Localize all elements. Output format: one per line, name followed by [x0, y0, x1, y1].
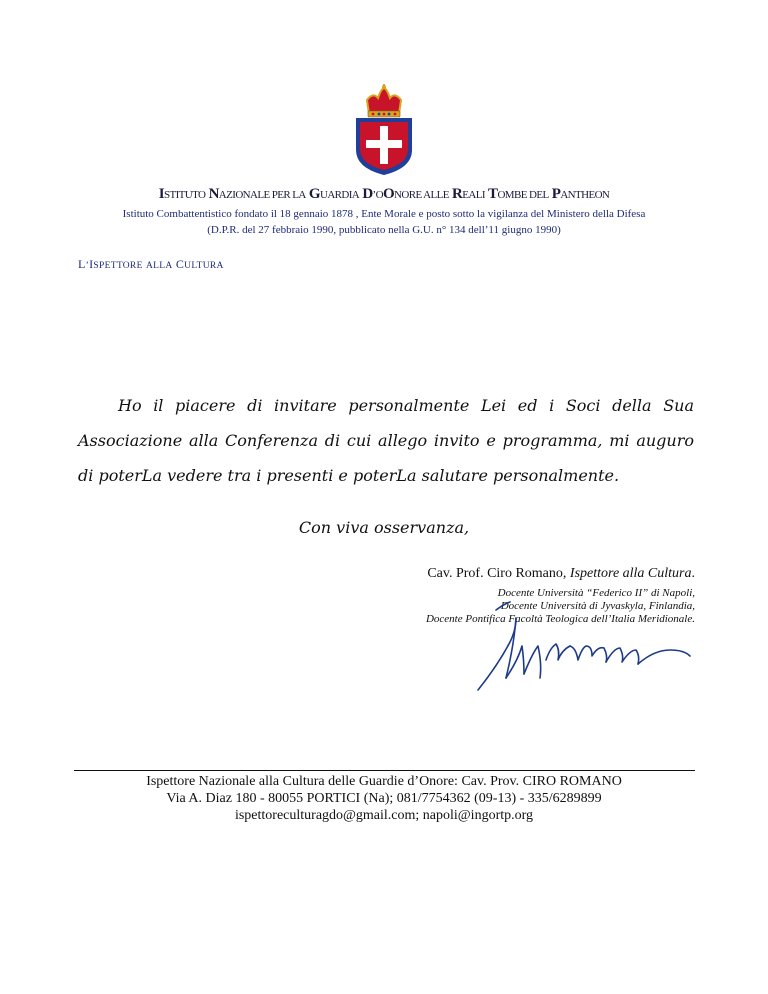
- signatory-role-2: Docente Università di Jyvaskyla, Finlandia,: [500, 600, 695, 612]
- office-letter: E: [104, 261, 111, 271]
- title-smallcaps: STITUTO: [163, 189, 206, 201]
- office-letter: O: [122, 261, 130, 271]
- title-smallcaps: ’O: [372, 189, 383, 201]
- office-letter: R: [129, 261, 137, 271]
- title-smallcaps: ANTHEON: [560, 189, 610, 201]
- office-letter: L: [153, 261, 160, 271]
- office-letter: C: [175, 257, 185, 271]
- office-letter: A: [165, 261, 173, 271]
- signatory-title: Ispettore alla Cultura: [569, 566, 692, 581]
- signatory-role-3: Docente Pontifica Facoltà Teologica dell’Italia Meridionale.: [425, 613, 695, 625]
- footer-divider: [74, 770, 695, 771]
- letter-closing: Con viva osservanza,: [298, 518, 470, 537]
- title-initial: D: [362, 186, 373, 202]
- office-letter: R: [209, 261, 217, 271]
- letter-body: Ho il piacere di invitare personalmente Lei ed i Soci della Sua Associazione alla Conferenza di cui allego invito e programma, mi auguro di poterLa vedere tra i presenti e poterLa salutare personalmente.: [78, 396, 694, 485]
- title-initial: R: [452, 186, 463, 202]
- title-smallcaps: OMBE DEL: [497, 189, 549, 201]
- signatory-name-text: Cav. Prof. Ciro Romano,: [427, 566, 570, 581]
- office-letter: P: [99, 261, 105, 271]
- institute-subtitle-line1: Istituto Combattentistico fondato il 18 gennaio 1878 , Ente Morale e posto sotto la vigilanza del Ministero della Difesa: [122, 208, 646, 220]
- title-initial: T: [488, 186, 498, 202]
- footer-line-1: Ispettore Nazionale alla Cultura delle Guardie d’Onore: Cav. Prov. CIRO ROMANO: [146, 774, 622, 789]
- crown-icon: [367, 84, 401, 117]
- office-letter: I: [89, 257, 94, 271]
- title-initial: I: [158, 186, 164, 202]
- office-letter: U: [184, 261, 192, 271]
- office-letter: L: [159, 261, 166, 271]
- title-initial: G: [308, 186, 320, 202]
- institute-title: [0, 186, 768, 203]
- title-smallcaps: UARDIA: [319, 189, 360, 201]
- signatory-name: [427, 566, 695, 582]
- footer-line-3: ispettoreculturagdo@gmail.com; napoli@ingortp.org: [234, 808, 534, 823]
- savoy-crest-icon: [351, 84, 417, 176]
- institute-subtitle-line2: (D.P.R. del 27 febbraio 1990, pubblicato nella G.U. n° 134 dell’11 giugno 1990): [207, 224, 561, 236]
- office-letter: A: [216, 261, 224, 271]
- office-letter: L: [191, 261, 197, 271]
- title-initial: N: [208, 186, 219, 202]
- footer-line-2: Via A. Diaz 180 - 80055 PORTICI (Na); 081/7754362 (09-13) - 335/6289899: [166, 791, 602, 806]
- title-initial: O: [382, 186, 395, 202]
- office-letter: ’: [85, 261, 90, 271]
- office-letter: A: [145, 261, 154, 271]
- office-letter: T: [110, 261, 117, 271]
- office-letter: T: [196, 261, 203, 271]
- title-smallcaps: NORE ALLE: [394, 189, 449, 201]
- signatory-role-1: Docente Università “Federico II” di Napoli,: [497, 587, 695, 599]
- title-smallcaps: AZIONALE PER LA: [218, 189, 306, 201]
- signatory-name-end: .: [691, 566, 695, 581]
- title-initial: P: [551, 186, 561, 202]
- title-smallcaps: EALI: [462, 189, 485, 201]
- office-letter: L: [78, 257, 86, 271]
- office-letter: E: [136, 261, 143, 271]
- office-letter: U: [202, 261, 210, 271]
- office-letter: S: [93, 261, 99, 271]
- office-label: [78, 257, 224, 272]
- office-letter: T: [116, 261, 123, 271]
- handwritten-signature: [458, 590, 720, 696]
